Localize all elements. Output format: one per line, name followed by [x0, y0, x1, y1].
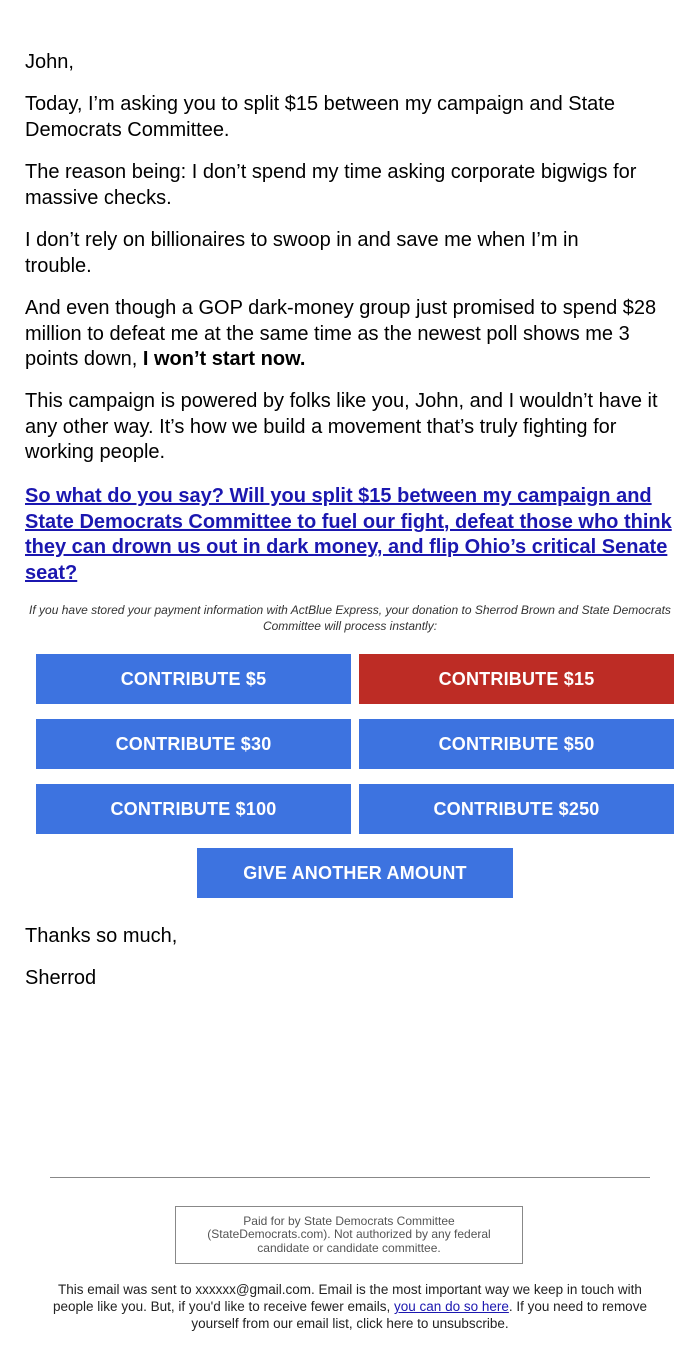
paragraph-reason: The reason being: I don’t spend my time asking corporate bigwigs for massive checks. [25, 161, 637, 209]
paragraph-powered-by: This campaign is powered by folks like you, John, and I wouldn’t have it any other way. It’s how we build a movement that’s truly fighting for working people. [25, 390, 658, 463]
paragraph-billionaires: I don’t rely on billionaires to swoop in and save me when I’m in trouble. [25, 229, 579, 277]
signoff: Thanks so much, [25, 925, 178, 947]
contribute-5-button[interactable]: CONTRIBUTE $5 [36, 654, 351, 704]
greeting: John, [25, 51, 74, 73]
wont-start-now-text: I won’t start now. [142, 348, 306, 370]
paragraph-split-request: Today, I’m asking you to split $15 between my campaign and State Democrats Committee. [25, 93, 615, 141]
contribute-100-button[interactable]: CONTRIBUTE $100 [36, 784, 351, 834]
footer-text-part1: This email was sent to xxxxxx@gmail.com. Email is the most important way we keep in touch with people like you. But, if you'd like to receive fewer emails, [53, 1282, 642, 1314]
give-another-amount-button[interactable]: GIVE ANOTHER AMOUNT [197, 848, 513, 898]
paid-for-text: Paid for by State Democrats Committee (StateDemocrats.com). Not authorized by any federal candidate or candidate committee. [207, 1213, 491, 1255]
contribute-30-button[interactable]: CONTRIBUTE $30 [36, 719, 351, 769]
contribute-250-button[interactable]: CONTRIBUTE $250 [359, 784, 674, 834]
footer-divider [50, 1177, 650, 1178]
contribute-50-button[interactable]: CONTRIBUTE $50 [359, 719, 674, 769]
split-donation-link[interactable]: So what do you say? Will you split $15 between my campaign and State Democrats Committee to fuel our fight, defeat those who think they can drown us out in dark money, and flip Ohio’s critical Senate seat? [25, 485, 672, 584]
dark-money-text: And even though a GOP dark-money group just promised to spend $28 million to defeat me at the same time as the newest poll shows me 3 points down, [25, 297, 657, 370]
actblue-express-note: If you have stored your payment information with ActBlue Express, your donation to Sherrod Brown and State Democrats Committee will process instantly: [29, 603, 671, 633]
contribute-15-button[interactable]: CONTRIBUTE $15 [359, 654, 674, 704]
footer-text-part2: . If you need to remove yourself from our email list, click here to unsubscribe. [191, 1299, 647, 1331]
signature: Sherrod [25, 967, 97, 989]
footer-text [40, 1281, 660, 1332]
paragraph-dark-money [25, 296, 660, 373]
paid-for-disclaimer [175, 1206, 523, 1264]
fewer-emails-link[interactable]: you can do so here [394, 1299, 509, 1314]
